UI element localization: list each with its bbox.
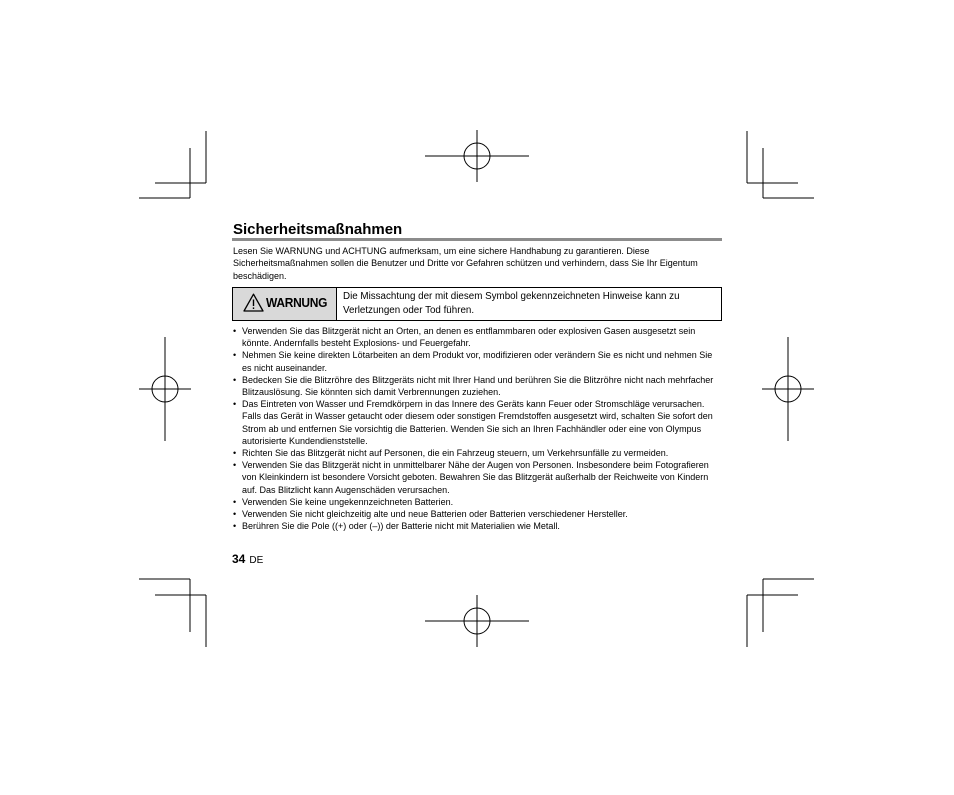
warning-triangle-icon xyxy=(243,293,264,312)
list-item: • Berühren Sie die Pole ((+) oder (–)) der Batterie nicht mit Materialien wie Metall. xyxy=(233,520,723,532)
warning-text: Die Missachtung der mit diesem Symbol gekennzeichneten Hinweise kann zu Verletzungen oder Tod führen. xyxy=(343,291,680,316)
language-code: DE xyxy=(249,555,264,566)
warning-label: WARNUNG xyxy=(266,295,328,310)
list-item: • Nehmen Sie keine direkten Lötarbeiten an dem Produkt vor, modifizieren oder verändern Sie es nicht und nehmen Sie es nicht auseinander. xyxy=(233,349,723,373)
list-item: • Richten Sie das Blitzgerät nicht auf Personen, die ein Fahrzeug steuern, um Verkehrsunfälle zu vermeiden. xyxy=(233,447,723,459)
page-footer xyxy=(232,550,263,568)
list-item: • Verwenden Sie das Blitzgerät nicht in unmittelbarer Nähe der Augen von Personen. Insbesondere beim Fotografieren von Kleinkindern ist besondere Vorsicht geboten. Bewahren Sie das Blitzgerät außerhalb der Reichweite von Kindern auf. Das Blitzlicht kann Augenschäden verursachen. xyxy=(233,459,723,496)
list-item: • Das Eintreten von Wasser und Fremdkörpern in das Innere des Geräts kann Feuer oder Stromschläge verursachen. Falls das Gerät in Wasser getaucht oder diesem oder sonstigen Fremdstoffen ausgesetzt wird, schalten Sie sofort den Strom ab und entfernen Sie vorsichtig die Batterien. Wenden Sie sich an Ihren Fachhändler oder eine von Olympus autorisierte Kundendienststelle. xyxy=(233,398,723,447)
intro-paragraph: Lesen Sie WARNUNG und ACHTUNG aufmerksam, um eine sichere Handhabung zu garantieren. Diese Sicherheitsmaßnahmen sollen die Benutzer und Dritte vor Gefahren schützen und verhindern, dass Sie Ihr Eigentum beschädigen. xyxy=(233,246,698,281)
warning-label-cell xyxy=(233,288,337,320)
list-item: • Bedecken Sie die Blitzröhre des Blitzgeräts nicht mit Ihrer Hand und berühren Sie die Blitzröhre nicht nach mehrfacher Blitzauslösung. Sie könnten sich damit Verbrennungen zuziehen. xyxy=(233,374,723,398)
warning-box xyxy=(232,287,722,321)
list-item: • Verwenden Sie nicht gleichzeitig alte und neue Batterien oder Batterien verschiedener Hersteller. xyxy=(233,508,723,520)
list-item: • Verwenden Sie keine ungekennzeichneten Batterien. xyxy=(233,496,723,508)
page-number: 34 xyxy=(232,552,246,566)
page-title: Sicherheitsmaßnahmen xyxy=(233,221,403,238)
precaution-list xyxy=(233,325,723,532)
list-item: • Verwenden Sie das Blitzgerät nicht an Orten, an denen es entflammbaren oder explosiven Gasen ausgesetzt sein könnte. Andernfalls besteht Explosions- und Feuergefahr. xyxy=(233,325,723,349)
title-underline xyxy=(232,238,722,241)
